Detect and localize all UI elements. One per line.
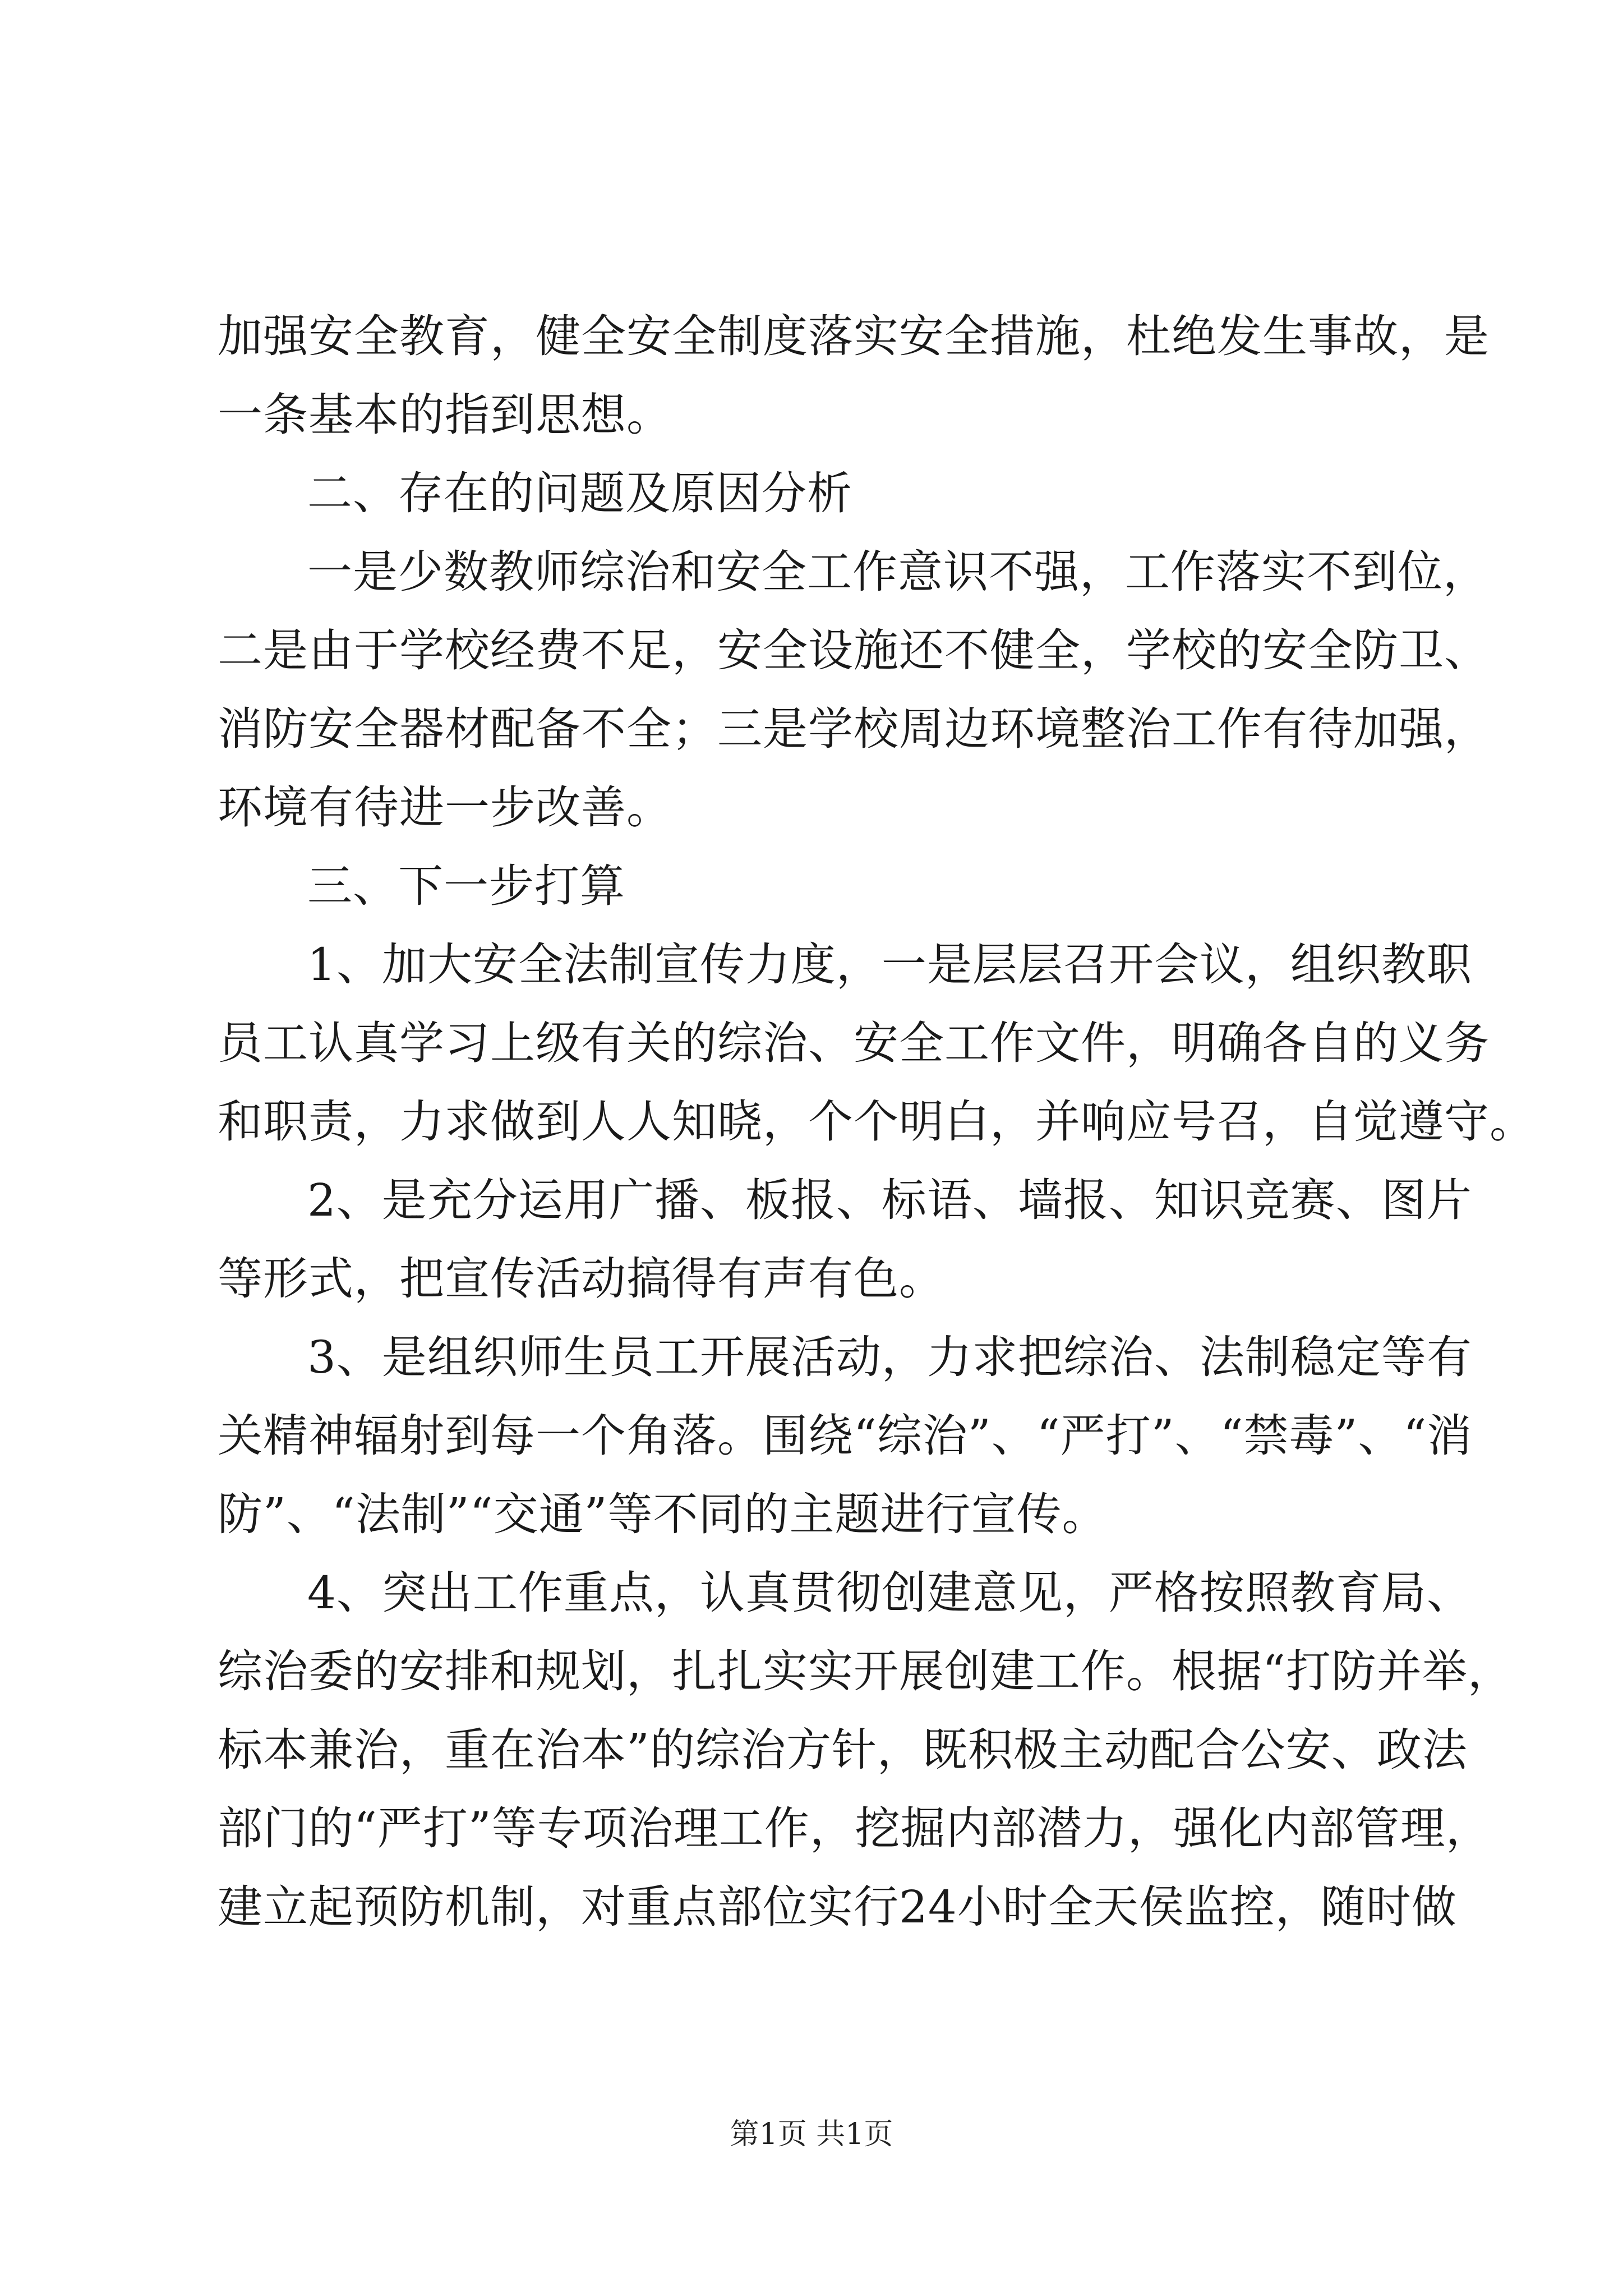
body-line: 3、是组织师生员工开展活动，力求把综治、法制稳定等有 <box>307 1331 1472 1383</box>
section-heading: 三、下一步打算 <box>307 860 625 912</box>
page-footer: 第1页 共1页 <box>730 2118 893 2151</box>
body-line: 建立起预防机制，对重点部位实行24小时全天侯监控，随时做 <box>218 1881 1457 1933</box>
body-line: 加强安全教育，健全安全制度落实安全措施，杜绝发生事故，是 <box>218 310 1490 362</box>
body-line: 环境有待进一步改善。 <box>218 781 672 834</box>
body-line: 等形式，把宣传活动搞得有声有色。 <box>218 1253 944 1305</box>
body-line: 和职责，力求做到人人知晓，个个明白，并响应号召，自觉遵守。 <box>218 1096 1535 1148</box>
body-line: 二是由于学校经费不足，安全设施还不健全，学校的安全防卫、 <box>218 624 1490 677</box>
body-line: 员工认真学习上级有关的综治、安全工作文件，明确各自的义务 <box>218 1017 1490 1069</box>
body-line: 标本兼治，重在治本”的综治方针，既积极主动配合公安、政法 <box>218 1724 1468 1776</box>
body-line: 部门的“严打”等专项治理工作，挖掘内部潜力，强化内部管理， <box>218 1802 1491 1855</box>
body-line: 1、加大安全法制宣传力度，一是层层召开会议，组织教职 <box>307 938 1472 991</box>
body-line: 关精神辐射到每一个角落。围绕“综治”、“严打”、“禁毒”、“消 <box>218 1410 1473 1462</box>
body-line: 消防安全器材配备不全；三是学校周边环境整治工作有待加强， <box>218 703 1490 755</box>
body-line: 一条基本的指到思想。 <box>218 389 672 441</box>
section-heading: 二、存在的问题及原因分析 <box>307 467 852 519</box>
body-line: 2、是充分运用广播、板报、标语、墙报、知识竞赛、图片 <box>307 1174 1472 1226</box>
body-line: 4、突出工作重点，认真贯彻创建意见，严格按照教育局、 <box>307 1567 1472 1619</box>
body-line: 综治委的安排和规划，扎扎实实开展创建工作。根据“打防并举， <box>218 1645 1513 1697</box>
body-line: 一是少数教师综治和安全工作意识不强，工作落实不到位， <box>307 546 1488 598</box>
body-line: 防”、“法制”“交通”等不同的主题进行宣传。 <box>218 1488 1108 1540</box>
